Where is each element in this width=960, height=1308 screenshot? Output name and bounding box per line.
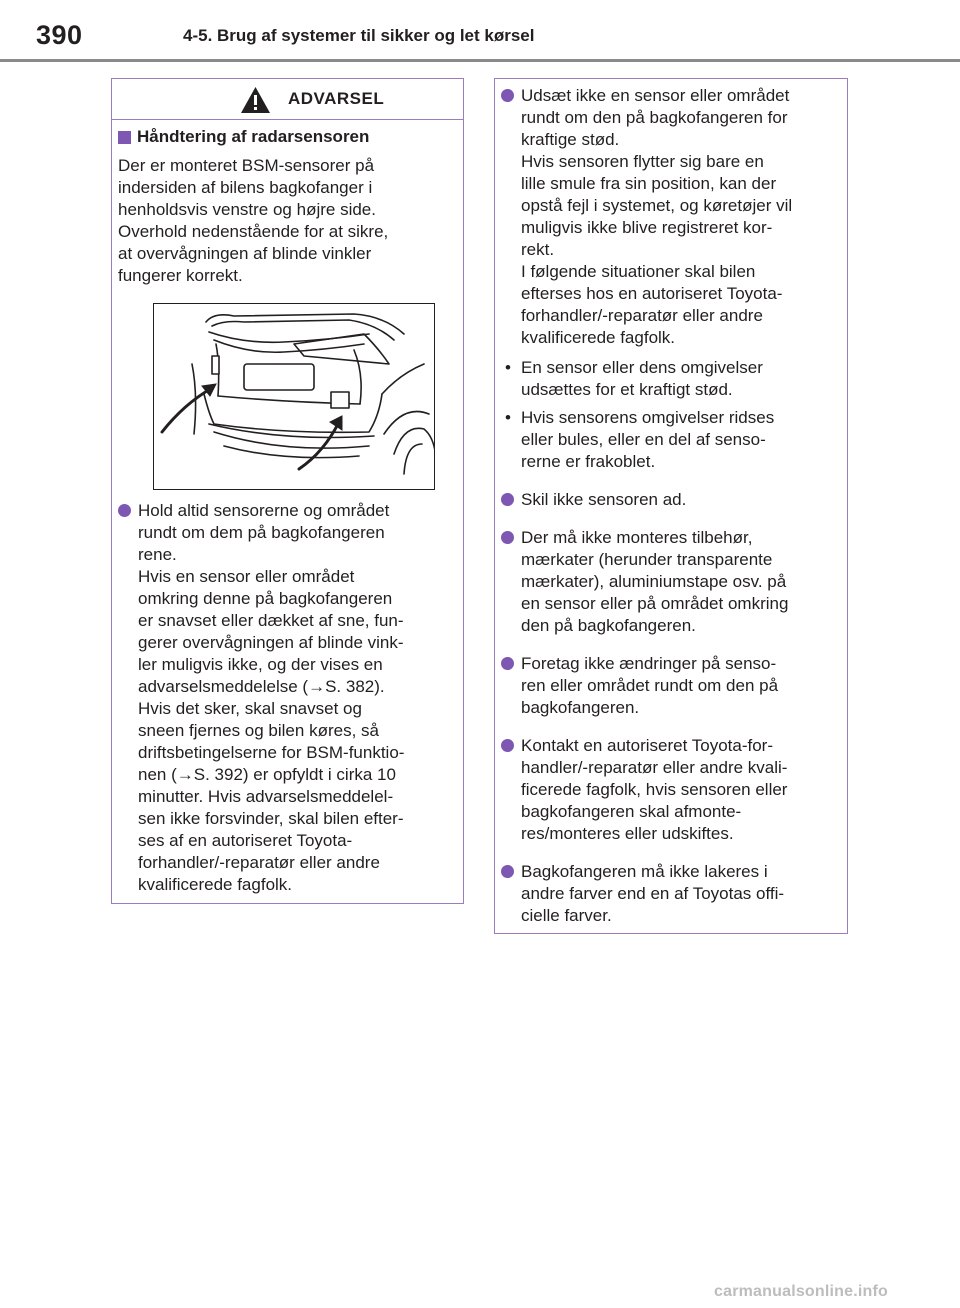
list-item-line: advarselsmeddelelse (→S. 382).	[138, 677, 385, 696]
list-item-line: handler/-reparatør eller andre kvali-	[521, 758, 788, 777]
list-item-line: er snavset eller dækket af sne, fun-	[138, 611, 404, 630]
list-item	[501, 527, 837, 637]
dot-mark: •	[505, 358, 511, 377]
page-header	[0, 0, 960, 62]
sub-list-line: eller bules, eller en del af senso-	[521, 430, 766, 449]
list-item-line: kvalificerede fagfolk.	[521, 328, 676, 347]
list-item-line: Kontakt en autoriseret Toyota-for-	[521, 736, 773, 755]
list-item-line: efterses hos en autoriseret Toyota-	[521, 284, 783, 303]
sub-list-line: udsættes for et kraftigt stød.	[521, 380, 733, 399]
intro-line: Overhold nedenstående for at sikre,	[118, 222, 389, 241]
list-item-line: forhandler/-reparatør eller andre	[521, 306, 763, 325]
list-item-line: rekt.	[521, 240, 555, 259]
list-item	[501, 489, 837, 511]
list-item-line: sen ikke forsvinder, skal bilen efter-	[138, 809, 404, 828]
round-bullet-icon	[501, 657, 514, 670]
list-item-line: Hvis det sker, skal snavset og	[138, 699, 362, 718]
list-item	[501, 653, 837, 719]
list-item-line: driftsbetingelserne for BSM-funktio-	[138, 743, 405, 762]
round-bullet-icon	[501, 493, 514, 506]
intro-line: indersiden af bilens bagkofanger i	[118, 178, 373, 197]
list-item-line: kraftige stød.	[521, 130, 620, 149]
intro-line: henholdsvis venstre og højre side.	[118, 200, 376, 219]
warning-box-right	[494, 78, 848, 934]
list-item-line: Skil ikke sensoren ad.	[521, 490, 687, 509]
list-item-line: muligvis ikke blive registreret kor-	[521, 218, 773, 237]
list-item-line: en sensor eller på området omkring	[521, 594, 789, 613]
list-item-line: forhandler/-reparatør eller andre	[138, 853, 380, 872]
round-bullet-icon	[501, 865, 514, 878]
warning-triangle-icon	[240, 86, 271, 114]
intro-line: Der er monteret BSM-sensorer på	[118, 156, 375, 175]
list-item-line: mærkater), aluminiumstape osv. på	[521, 572, 787, 591]
square-bullet-icon	[118, 131, 131, 144]
list-item-line: sneen fjernes og bilen køres, så	[138, 721, 379, 740]
subheading	[118, 127, 453, 147]
subheading-text: Håndtering af radarsensoren	[137, 127, 370, 146]
page-number: 390	[36, 20, 83, 50]
list-item-line: rene.	[138, 545, 177, 564]
intro-line: fungerer korrekt.	[118, 266, 243, 285]
list-item-line: Hold altid sensorerne og området	[138, 501, 390, 520]
dot-mark: •	[505, 408, 511, 427]
warning-header	[112, 79, 463, 120]
list-item-line: kvalificerede fagfolk.	[138, 875, 293, 894]
intro-line: at overvågningen af blinde vinkler	[118, 244, 372, 263]
list-item-line: ses af en autoriseret Toyota-	[138, 831, 353, 850]
sub-list-line: rerne er frakoblet.	[521, 452, 656, 471]
list-item-line: lille smule fra sin position, kan der	[521, 174, 777, 193]
list-item-line: res/monteres eller udskiftes.	[521, 824, 734, 843]
list-item	[501, 861, 837, 927]
intro-paragraph	[118, 155, 453, 287]
list-item-line: I følgende situationer skal bilen	[521, 262, 756, 281]
left-bullet-list	[118, 500, 453, 896]
list-item-line: Hvis en sensor eller området	[138, 567, 355, 586]
list-item-line: ren eller området rundt om den på	[521, 676, 779, 695]
list-item-line: bagkofangeren.	[521, 698, 640, 717]
list-item	[501, 85, 837, 349]
round-bullet-icon	[501, 531, 514, 544]
list-item-line: Hvis sensoren flytter sig bare en	[521, 152, 764, 171]
list-item-line: ficerede fagfolk, hvis sensoren eller	[521, 780, 788, 799]
section-title: 4-5. Brug af systemer til sikker og let kørsel	[183, 26, 535, 45]
list-item-line: rundt om dem på bagkofangeren	[138, 523, 385, 542]
list-item-line: cielle farver.	[521, 906, 612, 925]
sub-list-item	[501, 407, 837, 473]
list-item-line: Udsæt ikke en sensor eller området	[521, 86, 790, 105]
warning-title: ADVARSEL	[288, 89, 385, 108]
list-item-line: nen (→S. 392) er opfyldt i cirka 10	[138, 765, 396, 784]
list-item-line: mærkater (herunder transparente	[521, 550, 773, 569]
watermark: carmanualsonline.info	[714, 1283, 889, 1300]
sub-list-line: En sensor eller dens omgivelser	[521, 358, 763, 377]
sub-list-line: Hvis sensorens omgivelser ridses	[521, 408, 775, 427]
list-item	[501, 735, 837, 845]
list-item-line: Foretag ikke ændringer på senso-	[521, 654, 777, 673]
car-rear-drawing	[154, 304, 435, 490]
list-item-line: rundt om den på bagkofangeren for	[521, 108, 788, 127]
header-rule	[0, 59, 960, 62]
list-item-line: bagkofangeren skal afmonte-	[521, 802, 742, 821]
warning-box-left	[111, 78, 464, 904]
list-item-line: gerer overvågningen af blinde vink-	[138, 633, 404, 652]
list-item-line: Bagkofangeren må ikke lakeres i	[521, 862, 768, 881]
rear-bumper-illustration	[153, 303, 435, 490]
list-item-line: ler muligvis ikke, og der vises en	[138, 655, 383, 674]
round-bullet-icon	[118, 504, 131, 517]
sub-list-item	[501, 357, 837, 401]
list-item	[118, 500, 453, 896]
round-bullet-icon	[501, 89, 514, 102]
list-item-line: minutter. Hvis advarselsmeddelel-	[138, 787, 394, 806]
list-item-line: omkring denne på bagkofangeren	[138, 589, 393, 608]
list-item-line: opstå fejl i systemet, og køretøjer vil	[521, 196, 793, 215]
round-bullet-icon	[501, 739, 514, 752]
list-item-line: den på bagkofangeren.	[521, 616, 696, 635]
list-item-line: andre farver end en af Toyotas offi-	[521, 884, 785, 903]
list-item-line: Der må ikke monteres tilbehør,	[521, 528, 753, 547]
